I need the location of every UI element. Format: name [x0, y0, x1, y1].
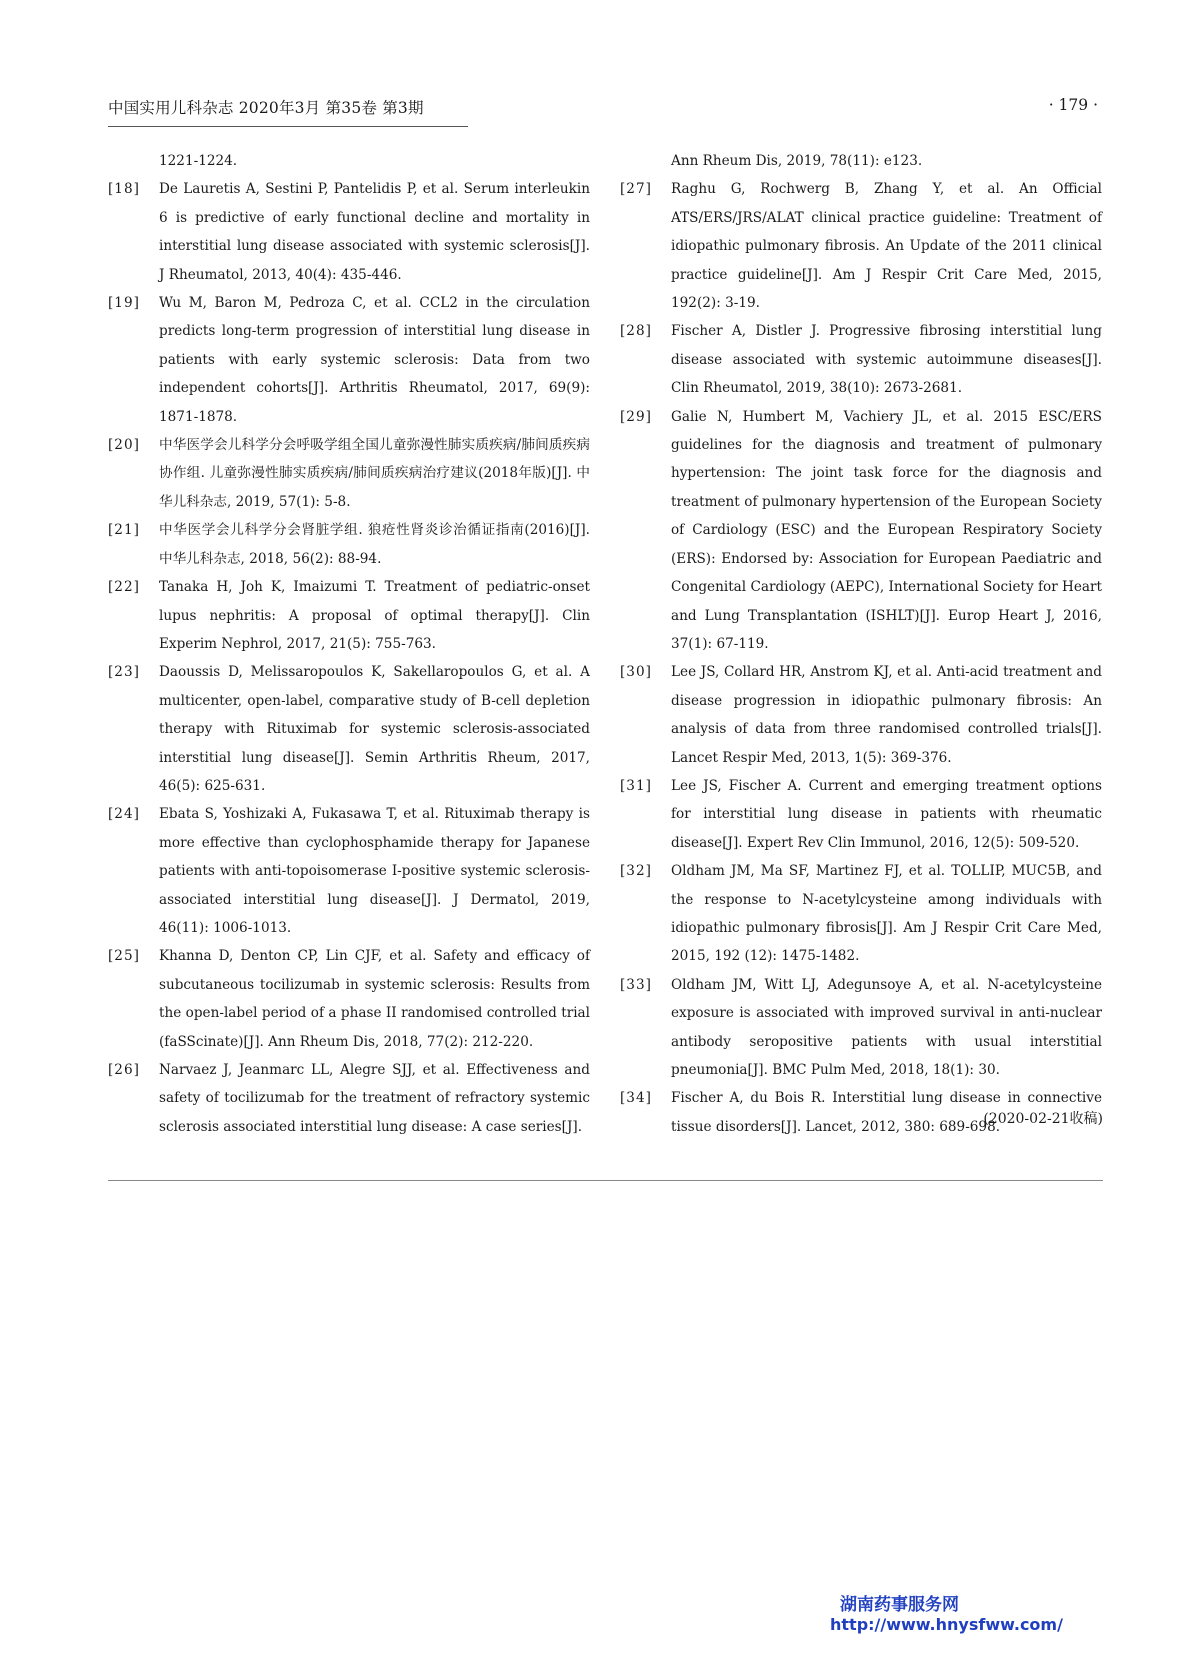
bottom-rule	[108, 1180, 1103, 1181]
reference-number: [18]	[108, 181, 140, 198]
reference-number: [20]	[108, 437, 140, 454]
reference-text: Daoussis D, Melissaropoulos K, Sakellaropoulos G, et al. A multicenter, open-label, comparative study of B-cell depletion therapy with Rituximab for systemic sclerosis-associated interstitial lung disease[J]. Semin Arthritis Rheum, 2017, 46(5): 625-631.	[159, 664, 590, 794]
right-column	[620, 147, 1102, 1141]
reference-number: [32]	[620, 863, 652, 880]
reference-continuation: 1221-1224.	[159, 153, 238, 169]
reference-text: Narvaez J, Jeanmarc LL, Alegre SJJ, et al. Effectiveness and safety of tocilizumab for the treatment of refractory systemic sclerosis associated interstitial lung disease: A case series[J].	[159, 1062, 590, 1135]
reference-number: [21]	[108, 522, 140, 539]
reference-item	[108, 942, 590, 1056]
reference-text: Raghu G, Rochwerg B, Zhang Y, et al. An Official ATS/ERS/JRS/ALAT clinical practice guideline: Treatment of idiopathic pulmonary fibrosis. An Update of the 2011 clinical practice guideline[J]. Am J Respir Crit Care Med, 2015, 192(2): 3-19.	[671, 181, 1102, 312]
reference-item	[620, 403, 1102, 659]
reference-text: Lee JS, Fischer A. Current and emerging treatment options for interstitial lung disease in patients with rheumatic disease[J]. Expert Rev Clin Immunol, 2016, 12(5): 509-520.	[671, 777, 1102, 851]
reference-text: De Lauretis A, Sestini P, Pantelidis P, et al. Serum interleukin 6 is predictive of early functional decline and mortality in interstitial lung disease associated with systemic sclerosis[J]. J Rheumatol, 2013, 40(4): 435-446.	[159, 181, 590, 283]
reference-number: [19]	[108, 295, 140, 312]
reference-continuation: Ann Rheum Dis, 2019, 78(11): e123.	[671, 153, 923, 169]
running-header	[108, 88, 1098, 128]
reference-text: Wu M, Baron M, Pedroza C, et al. CCL2 in the circulation predicts long-term progression of interstitial lung disease in patients with early systemic sclerosis: Data from two independent cohorts[J]. Arthritis Rheumatol, 2017, 69(9): 1871-1878.	[159, 295, 590, 425]
reference-item	[108, 431, 590, 516]
reference-number: [29]	[620, 408, 652, 425]
reference-text: Oldham JM, Ma SF, Martinez FJ, et al. TOLLIP, MUC5B, and the response to N-acetylcysteine among individuals with idiopathic pulmonary fibrosis[J]. Am J Respir Crit Care Med, 2015, 192 (12): 1475-1482.	[671, 863, 1102, 965]
reference-text: Ebata S, Yoshizaki A, Fukasawa T, et al. Rituximab therapy is more effective than cyclophosphamide therapy for Japanese patients with anti-topoisomerase I-positive systemic sclerosis-associated interstitial lung disease[J]. J Dermatol, 2019, 46(11): 1006-1013.	[159, 806, 590, 936]
reference-text: Galie N, Humbert M, Vachiery JL, et al. 2015 ESC/ERS guidelines for the diagnosis and treatment of pulmonary hypertension: The joint task force for the diagnosis and treatment of pulmonary hypertension of the European Society of Cardiology (ESC) and the European Respiratory Society (ERS): Endorsed by: Association for European Paediatric and Congenital Cardiology (AEPC), International Society for Heart and Lung Transplantation (ISHLT)[J]. Europ Heart J, 2016, 37(1): 67-119.	[671, 408, 1102, 652]
reference-item	[620, 658, 1102, 772]
reference-item	[620, 772, 1102, 857]
reference-number: [27]	[620, 181, 652, 198]
site-watermark	[830, 1590, 1110, 1634]
reference-item	[108, 800, 590, 942]
reference-item	[108, 289, 590, 431]
reference-number: [31]	[620, 777, 652, 794]
reference-item	[620, 857, 1102, 971]
reference-text: Tanaka H, Joh K, Imaizumi T. Treatment of pediatric-onset lupus nephritis: A proposal of optimal therapy[J]. Clin Experim Nephrol, 2017, 21(5): 755-763.	[159, 579, 590, 652]
reference-item	[108, 573, 590, 658]
page-number: · 179 ·	[1048, 96, 1098, 114]
reference-text: Lee JS, Collard HR, Anstrom KJ, et al. Anti-acid treatment and disease progression in idiopathic pulmonary fibrosis: An analysis of data from three randomised controlled trials[J]. Lancet Respir Med, 2013, 1(5): 369-376.	[671, 664, 1102, 766]
left-column	[108, 147, 590, 1141]
reference-item	[620, 971, 1102, 1085]
reference-number: [26]	[108, 1062, 140, 1078]
reference-number: [30]	[620, 664, 652, 681]
watermark-url[interactable]: http://www.hnysfww.com/	[830, 1615, 1063, 1634]
reference-text: 中华医学会儿科学分会呼吸学组全国儿童弥漫性肺实质疾病/肺间质疾病协作组. 儿童弥漫性肺实质疾病/肺间质疾病治疗建议(2018年版)[J]. 中华儿科杂志, 2019, 57(1): 5-8.	[159, 437, 590, 510]
reference-item	[108, 1056, 590, 1141]
reference-number: [23]	[108, 664, 140, 681]
reference-item	[620, 175, 1102, 317]
reference-number: [33]	[620, 976, 652, 993]
reference-item	[108, 175, 590, 289]
watermark-site-name: 湖南药事服务网	[840, 1595, 959, 1615]
reference-number: [25]	[108, 948, 140, 965]
reference-text: Fischer A, du Bois R. Interstitial lung disease in connective tissue disorders[J]. Lancet, 2012, 380: 689-698.	[671, 1090, 1102, 1135]
header-rule	[108, 126, 468, 127]
reference-text: 中华医学会儿科学分会肾脏学组. 狼疮性肾炎诊治循证指南(2016)[J]. 中华儿科杂志, 2018, 56(2): 88-94.	[159, 522, 590, 567]
reference-number: [22]	[108, 579, 140, 596]
received-date: (2020-02-21收稿)	[983, 1111, 1103, 1127]
reference-item	[108, 516, 590, 573]
reference-text: Khanna D, Denton CP, Lin CJF, et al. Safety and efficacy of subcutaneous tocilizumab in systemic sclerosis: Results from the open-label period of a phase II randomised controlled trial (faSScinate)[J]. Ann Rheum Dis, 2018, 77(2): 212-220.	[159, 948, 590, 1050]
reference-item	[108, 658, 590, 800]
reference-item	[620, 317, 1102, 402]
journal-title: 中国实用儿科杂志 2020年3月 第35卷 第3期	[108, 99, 424, 117]
reference-number: [28]	[620, 323, 652, 340]
reference-text: Oldham JM, Witt LJ, Adegunsoye A, et al. N-acetylcysteine exposure is associated with improved survival in anti-nuclear antibody seropositive patients with usual interstitial pneumonia[J]. BMC Pulm Med, 2018, 18(1): 30.	[671, 976, 1102, 1078]
reference-number: [34]	[620, 1090, 652, 1107]
reference-number: [24]	[108, 806, 140, 823]
reference-text: Fischer A, Distler J. Progressive fibrosing interstitial lung disease associated with systemic autoimmune diseases[J]. Clin Rheumatol, 2019, 38(10): 2673-2681.	[671, 323, 1102, 397]
